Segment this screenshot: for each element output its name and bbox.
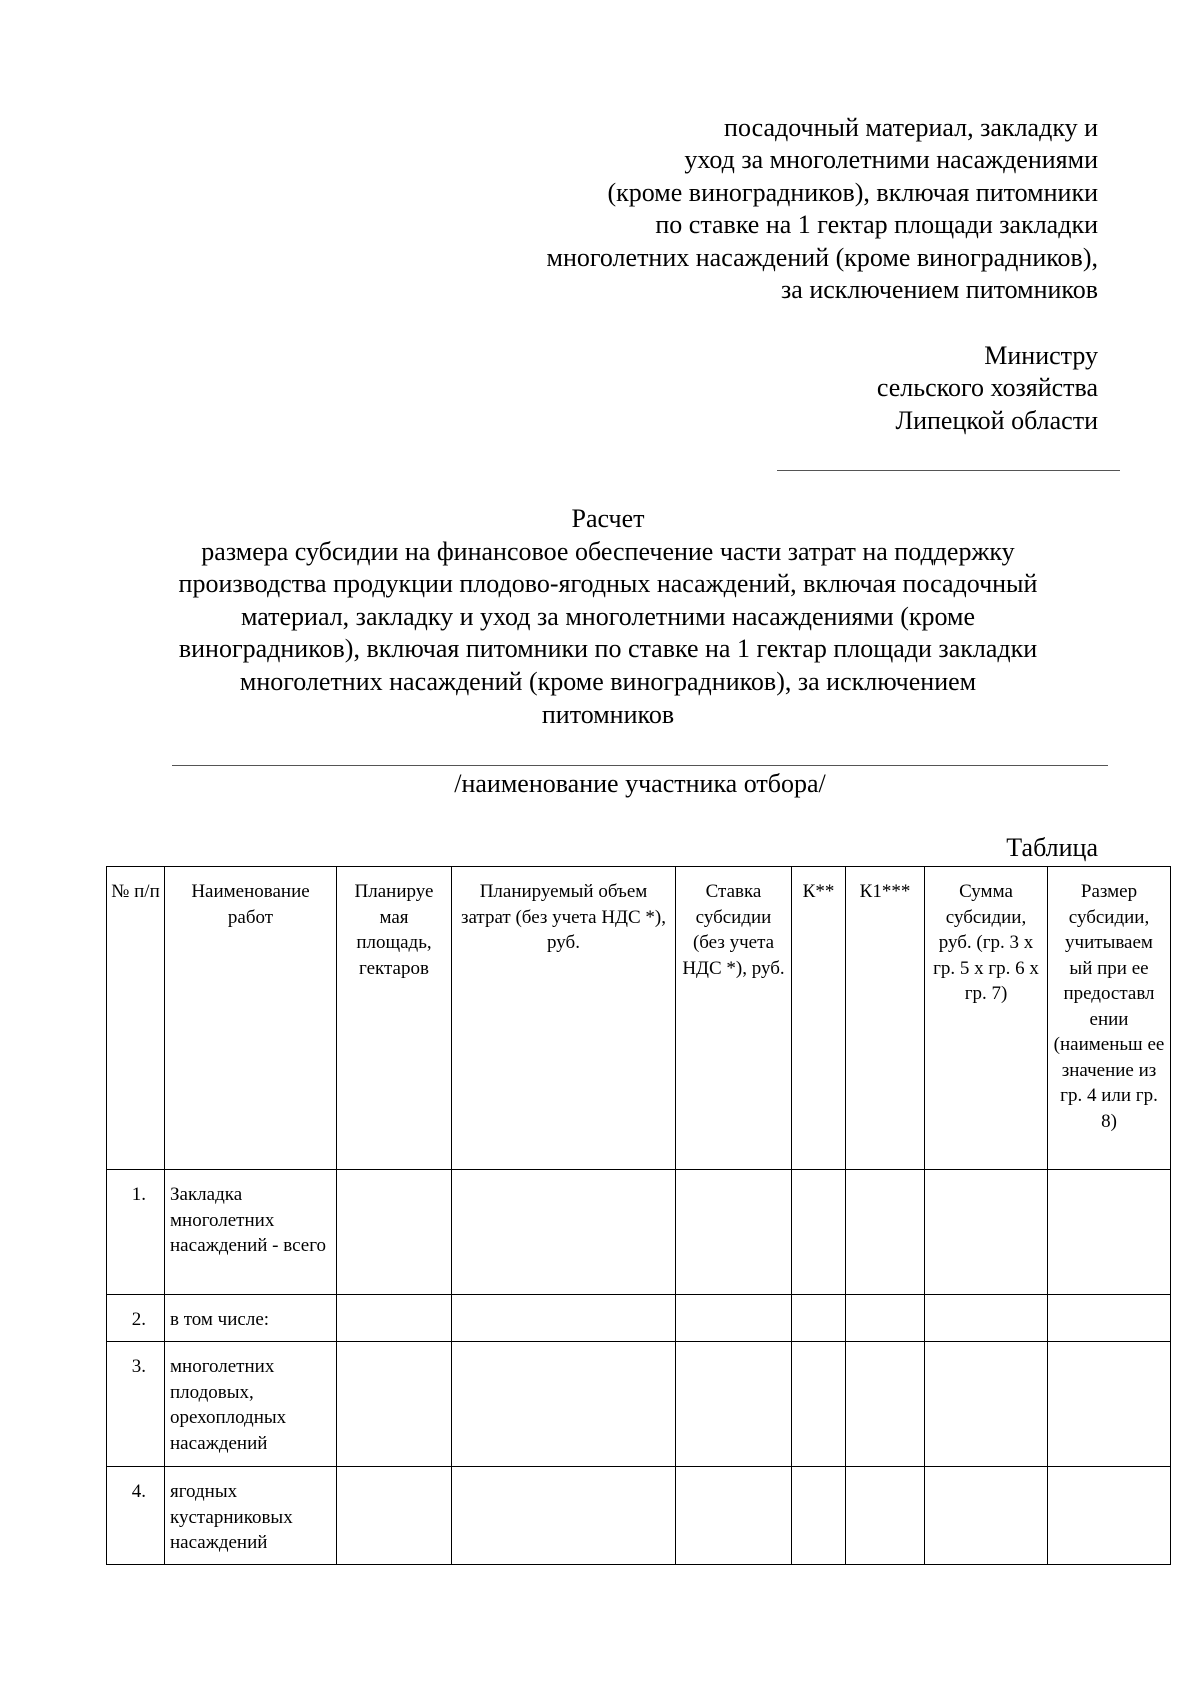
header-line: многолетних насаждений (кроме виноградников),	[546, 242, 1098, 272]
cell-costs[interactable]	[452, 1467, 676, 1565]
header-line: посадочный материал, закладку и	[724, 113, 1098, 142]
header-cell-area: Планируе мая площадь, гектаров	[337, 867, 452, 1170]
title-line: многолетних насаждений (кроме виноградников), за исключением	[239, 666, 977, 696]
cell-sum[interactable]	[925, 1342, 1048, 1467]
header-cell-sum: Сумма субсидии, руб. (гр. 3 x гр. 5 x гр. 6 x гр. 7)	[925, 867, 1048, 1170]
table-header-row	[107, 867, 1171, 1170]
title-line: производства продукции плодово-ягодных насаждений, включая посадочный	[178, 569, 1038, 599]
header-cell-num: № п/п	[107, 867, 165, 1170]
header-cell-rate: Ставка субсидии (без учета НДС *), руб.	[676, 867, 792, 1170]
table-row	[107, 1467, 1171, 1565]
header-cell-k1: К1***	[846, 867, 925, 1170]
cell-size[interactable]	[1048, 1467, 1171, 1565]
title-line: виноградников), включая питомники по ставке на 1 гектар площади закладки	[178, 634, 1038, 664]
addressee-line-text: Липецкой области	[895, 405, 1098, 435]
document-title	[158, 503, 1058, 731]
cell-k1[interactable]	[846, 1342, 925, 1467]
row-work-name: в том числе:	[165, 1295, 337, 1342]
row-number: 3.	[107, 1342, 165, 1467]
calculation-table	[106, 866, 1171, 1565]
header-line: за исключением питомников	[781, 275, 1098, 305]
cell-size[interactable]	[1048, 1295, 1171, 1342]
header-cell-work: Наименование работ	[165, 867, 337, 1170]
header-line: по ставке на 1 гектар площади закладки	[655, 210, 1098, 240]
cell-rate[interactable]	[676, 1170, 792, 1295]
addressee-signature-line	[777, 470, 1120, 471]
cell-k[interactable]	[792, 1342, 846, 1467]
participant-caption: /наименование участника отбора/	[454, 769, 826, 798]
addressee-line-text: Министру	[984, 341, 1098, 370]
title-line: материал, закладку и уход за многолетними насаждениями (кроме	[240, 601, 975, 631]
cell-k[interactable]	[792, 1295, 846, 1342]
cell-k[interactable]	[792, 1467, 846, 1565]
cell-area[interactable]	[337, 1295, 452, 1342]
row-work-name: Закладка многолетних насаждений - всего	[165, 1170, 337, 1295]
table-row	[107, 1342, 1171, 1467]
row-number: 2.	[107, 1295, 165, 1342]
cell-size[interactable]	[1048, 1342, 1171, 1467]
table-row	[107, 1170, 1171, 1295]
cell-area[interactable]	[337, 1467, 452, 1565]
row-work-name: ягодных кустарниковых насаждений	[165, 1467, 337, 1565]
title-line: питомников	[541, 699, 675, 729]
cell-k1[interactable]	[846, 1170, 925, 1295]
header-line: уход за многолетними насаждениями	[684, 145, 1098, 175]
cell-rate[interactable]	[676, 1295, 792, 1342]
title-line: размера субсидии на финансовое обеспечение части затрат на поддержку	[201, 536, 1015, 566]
row-number: 4.	[107, 1467, 165, 1565]
header-block	[547, 112, 1098, 306]
header-line: (кроме виноградников), включая питомники	[607, 177, 1098, 207]
cell-costs[interactable]	[452, 1170, 676, 1295]
cell-rate[interactable]	[676, 1342, 792, 1467]
cell-costs[interactable]	[452, 1295, 676, 1342]
addressee-line-text: сельского хозяйства	[876, 373, 1098, 403]
cell-area[interactable]	[337, 1342, 452, 1467]
cell-sum[interactable]	[925, 1467, 1048, 1565]
table-caption: Таблица	[1006, 833, 1098, 862]
cell-k[interactable]	[792, 1170, 846, 1295]
cell-k1[interactable]	[846, 1295, 925, 1342]
participant-name-line	[172, 765, 1108, 766]
cell-costs[interactable]	[452, 1342, 676, 1467]
cell-sum[interactable]	[925, 1170, 1048, 1295]
header-cell-k: К**	[792, 867, 846, 1170]
cell-size[interactable]	[1048, 1170, 1171, 1295]
title-line: Расчет	[571, 504, 645, 533]
cell-area[interactable]	[337, 1170, 452, 1295]
addressee-block	[877, 340, 1098, 437]
row-number: 1.	[107, 1170, 165, 1295]
cell-sum[interactable]	[925, 1295, 1048, 1342]
table-row	[107, 1295, 1171, 1342]
cell-k1[interactable]	[846, 1467, 925, 1565]
row-work-name: многолетних плодовых, орехоплодных насаждений	[165, 1342, 337, 1467]
header-cell-costs: Планируемый объем затрат (без учета НДС *), руб.	[452, 867, 676, 1170]
cell-rate[interactable]	[676, 1467, 792, 1565]
header-cell-size: Размер субсидии, учитываем ый при ее предоставл ении (наименьш ее значение из гр. 4 или гр. 8)	[1048, 867, 1171, 1170]
